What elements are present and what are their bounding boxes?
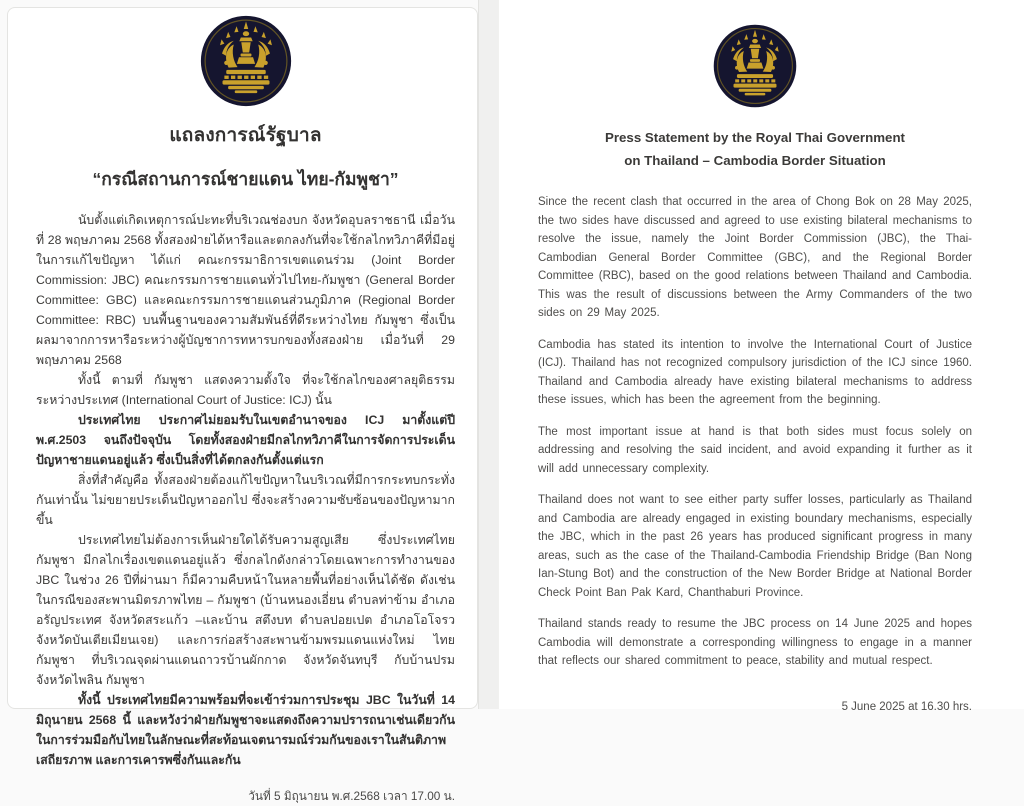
thai-statement-subtitle: “กรณีสถานการณ์ชายแดน ไทย-กัมพูชา” [92,169,399,189]
paragraph: ประเทศไทย ประกาศไม่ยอมรับในเขตอำนาจของ ICJ มาตั้งแต่ปี พ.ศ.2503 จนถึงปัจจุบัน โดยทั้งสองฝ่ายมีกลไกทวิภาคีในการจัดการประเด็นปัญหาชายแดนอยู่แล้ว ซึ่งเป็นสิ่งที่ได้ตกลงกันตั้งแต่แรก [36,413,455,467]
page-gap-divider [478,0,499,709]
english-statement-body [538,193,972,671]
paragraph: ประเทศไทยไม่ต้องการเห็นฝ่ายใดได้รับความสูญเสีย ซึ่งประเทศไทย กัมพูชา มีกลไกเรื่องเขตแดนอยู่แล้ว ซึ่งกลไกดังกล่าวโดยเฉพาะการทำงานของ JBC ในช่วง 26 ปีที่ผ่านมา ก็มีความคืบหน้าในหลายพื้นที่อย่างเห็นได้ชัด ดังเช่นในกรณีของสะพานมิตรภาพไทย – กัมพูชา (บ้านหนองเอี่ยน ตำบลท่าข้าม อำเภออรัญประเทศ จังหวัดสระแก้ว –และบ้าน สตึงบท ตำบลปอยเปต อำเภอโอโจรว จังหวัดบันเตียเมียนเจย) และการก่อสร้างสะพานข้ามพรมแดนแห่งใหม่ ไทย กัมพูชา ที่บริเวณจุดผ่านแดนถาวรบ้านผักกาด จังหวัดจันทบุรี กับบ้านปรม จังหวัดไพลิน กัมพูชา [36,533,455,687]
thai-statement-title: แถลงการณ์รัฐบาล [169,125,322,146]
paragraph: นับตั้งแต่เกิดเหตุการณ์ปะทะที่บริเวณช่องบก จังหวัดอุบลราชธานี เมื่อวันที่ 28 พฤษภาคม 2568 ทั้งสองฝ่ายได้หารือและตกลงกันที่จะใช้กลไกทวิภาคีที่มีอยู่ในการแก้ไขปัญหา ได้แก่ คณะกรรมาธิการเขตแดนร่วม (Joint Border Commission: JBC) คณะกรรมการชายแดนทั่วไปไทย-กัมพูชา (General Border Committee: GBC) และคณะกรรมการชายแดนส่วนภูมิภาค (Regional Border Committee: RBC) บนพื้นฐานของความสัมพันธ์ที่ดีระหว่างไทย กัมพูชา ซึ่งเป็นผลมาจากการหารือระหว่างผู้บัญชาการทหารบกของทั้งสองฝ่าย เมื่อวันที่ 29 พฤษภาคม 2568 [36,213,455,367]
paragraph: ทั้งนี้ ตามที่ กัมพูชา แสดงความตั้งใจ ที่จะใช้กลไกของศาลยุติธรรมระหว่างประเทศ (International Court of Justice: ICJ) นั้น [36,373,455,407]
royal-thai-government-seal-icon [199,13,293,109]
thai-statement-dateline: วันที่ 5 มิถุนายน พ.ศ.2568 เวลา 17.00 น. [248,789,455,803]
paragraph: ทั้งนี้ ประเทศไทยมีความพร้อมที่จะเข้าร่วมการประชุม JBC ในวันที่ 14 มิถุนายน 2568 นี้ และหวังว่าฝ่ายกัมพูชาจะแสดงถึงความปรารถนาเช่นเดียวกันในการร่วมมือกับไทยในลักษณะที่สะท้อนเจตนารมณ์ร่วมกันของเราในสันติภาพ เสถียรภาพ และการเคารพซึ่งกันและกัน [36,693,455,767]
paragraph: สิ่งที่สำคัญคือ ทั้งสองฝ่ายต้องแก้ไขปัญหาในบริเวณที่มีการกระทบกระทั่งกันเท่านั้น ไม่ขยายประเด็นปัญหาออกไป ซึ่งจะสร้างความซับซ้อนของปัญหามากขึ้น [36,473,455,527]
thai-statement-body [36,210,455,770]
english-statement-title [538,126,972,172]
thai-statement-page [7,7,478,803]
paragraph: The most important issue at hand is that both sides must focus solely on addressing and resolving the said incident, and avoid expanding it further as it will add unnecessary complexity. [538,425,972,475]
royal-thai-government-seal-icon [712,22,798,110]
english-title-line2: on Thailand – Cambodia Border Situation [624,153,886,168]
paragraph: Since the recent clash that occurred in the area of Chong Bok on 28 May 2025, the two sides have discussed and agreed to use existing bilateral mechanisms to resolve the issue, namely the Joint Border Commission (JBC), the Thai-Cambodian General Border Committee (GBC), and the Regional Border Committee (RBC), based on the good relations between Thailand and Cambodia. This was the result of discussions between the Army Commanders of the two sides on 29 May 2025. [538,196,972,319]
paragraph: Thailand does not want to see either party suffer losses, particularly as Thailand and Cambodia are already engaged in existing boundary mechanisms, especially the JBC, which in the past 26 years has produced significant progress in many areas, such as the case of the Thailand-Cambodia Friendship Bridge (Ban Nong Ian-Stung Bot) and the construction of the New Border Bridge at National Border Check Point Ban Pak Kard, Chanthaburi Province. [538,494,972,599]
english-statement-page [498,0,1024,713]
english-title-line1: Press Statement by the Royal Thai Government [604,130,905,145]
paragraph: Cambodia has stated its intention to involve the International Court of Justice (ICJ). Thailand has not recognized compulsory jurisdiction of the ICJ since 1960. Thailand and Cambodia already have existing bilateral mechanisms to address these issues, which has been the agreement from the beginning. [538,338,972,406]
english-statement-dateline: 5 June 2025 at 16.30 hrs. [841,700,972,713]
paragraph: Thailand stands ready to resume the JBC process on 14 June 2025 and hopes Cambodia will demonstrate a corresponding willingness to engage in a manner that reflects our shared commitment to peace, stability and mutual respect. [538,618,972,667]
